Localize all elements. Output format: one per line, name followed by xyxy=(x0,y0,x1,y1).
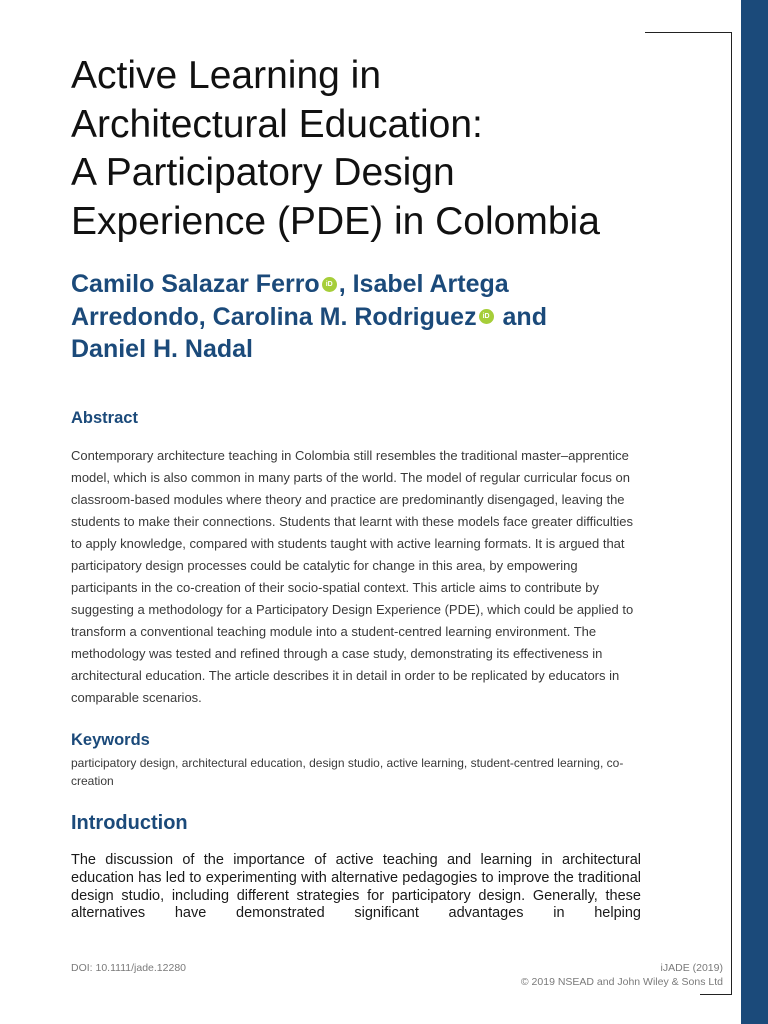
author-name: Arredondo, Carolina M. Rodriguez xyxy=(71,302,477,331)
keywords-heading: Keywords xyxy=(71,731,150,749)
author-name: , Isabel Artega xyxy=(338,270,509,298)
copyright-text: © 2019 NSEAD and John Wiley & Sons Ltd xyxy=(520,976,723,988)
doi-link[interactable]: DOI: 10.1111/jade.12280 xyxy=(71,962,187,974)
author-name: Daniel H. Nadal xyxy=(71,335,253,363)
side-color-bar xyxy=(741,0,768,1024)
author-list xyxy=(71,268,631,366)
frame-line-top xyxy=(645,32,732,33)
journal-name: iJADE (2019) xyxy=(660,962,723,974)
title-line: Experience (PDE) in Colombia xyxy=(71,199,600,243)
abstract-text: Contemporary architecture teaching in Colombia still resembles the traditional master–apprentice model, which is also common in many parts of the world. The model of regular curricular focus on classroom-based modules where theory and practice are predominantly disengaged, leaving the students to make their connections. Students that learnt with these models face greater difficulties to apply knowledge, compared with students taught with active learning formats. It is argued that participatory design processes could be catalytic for change in this area, by empowering participants in the co-creation of their socio-spatial context. This article aims to contribute by suggesting a methodology for a Participatory Design Experience (PDE), which could be applied to transform a conventional teaching module into a student-centred learning environment. The methodology was tested and refined through a case study, demonstrating its effectiveness in architectural education. The article describes it in detail in order to be replicated by educators in comparable scenarios. xyxy=(71,448,634,705)
article-title xyxy=(71,52,691,246)
title-line: Active Learning in xyxy=(71,54,382,97)
author-name: Camilo Salazar Ferro xyxy=(71,270,320,298)
introduction-text: The discussion of the importance of active teaching and learning in architectural education has led to experimenting with alternative pedagogies to improve the traditional design studio, including different strategies for participatory design. Generally, these alternatives have demonstrated significant advantages in helping xyxy=(71,852,641,922)
keywords-text: participatory design, architectural education, design studio, active learning, student-centred learning, co-creation xyxy=(71,756,624,788)
frame-line-right xyxy=(731,32,732,995)
frame-line-bottom xyxy=(700,994,732,995)
author-line xyxy=(71,301,631,334)
author-line xyxy=(71,333,631,366)
journal-footer xyxy=(521,961,723,989)
orcid-icon[interactable]: iD xyxy=(322,277,337,292)
title-line: A Participatory Design xyxy=(71,151,455,194)
introduction-heading: Introduction xyxy=(71,812,188,834)
orcid-icon[interactable]: iD xyxy=(479,309,494,324)
title-line: Architectural Education: xyxy=(71,102,483,146)
abstract-heading: Abstract xyxy=(71,409,138,427)
author-name: and xyxy=(495,302,547,331)
author-line xyxy=(71,268,631,301)
